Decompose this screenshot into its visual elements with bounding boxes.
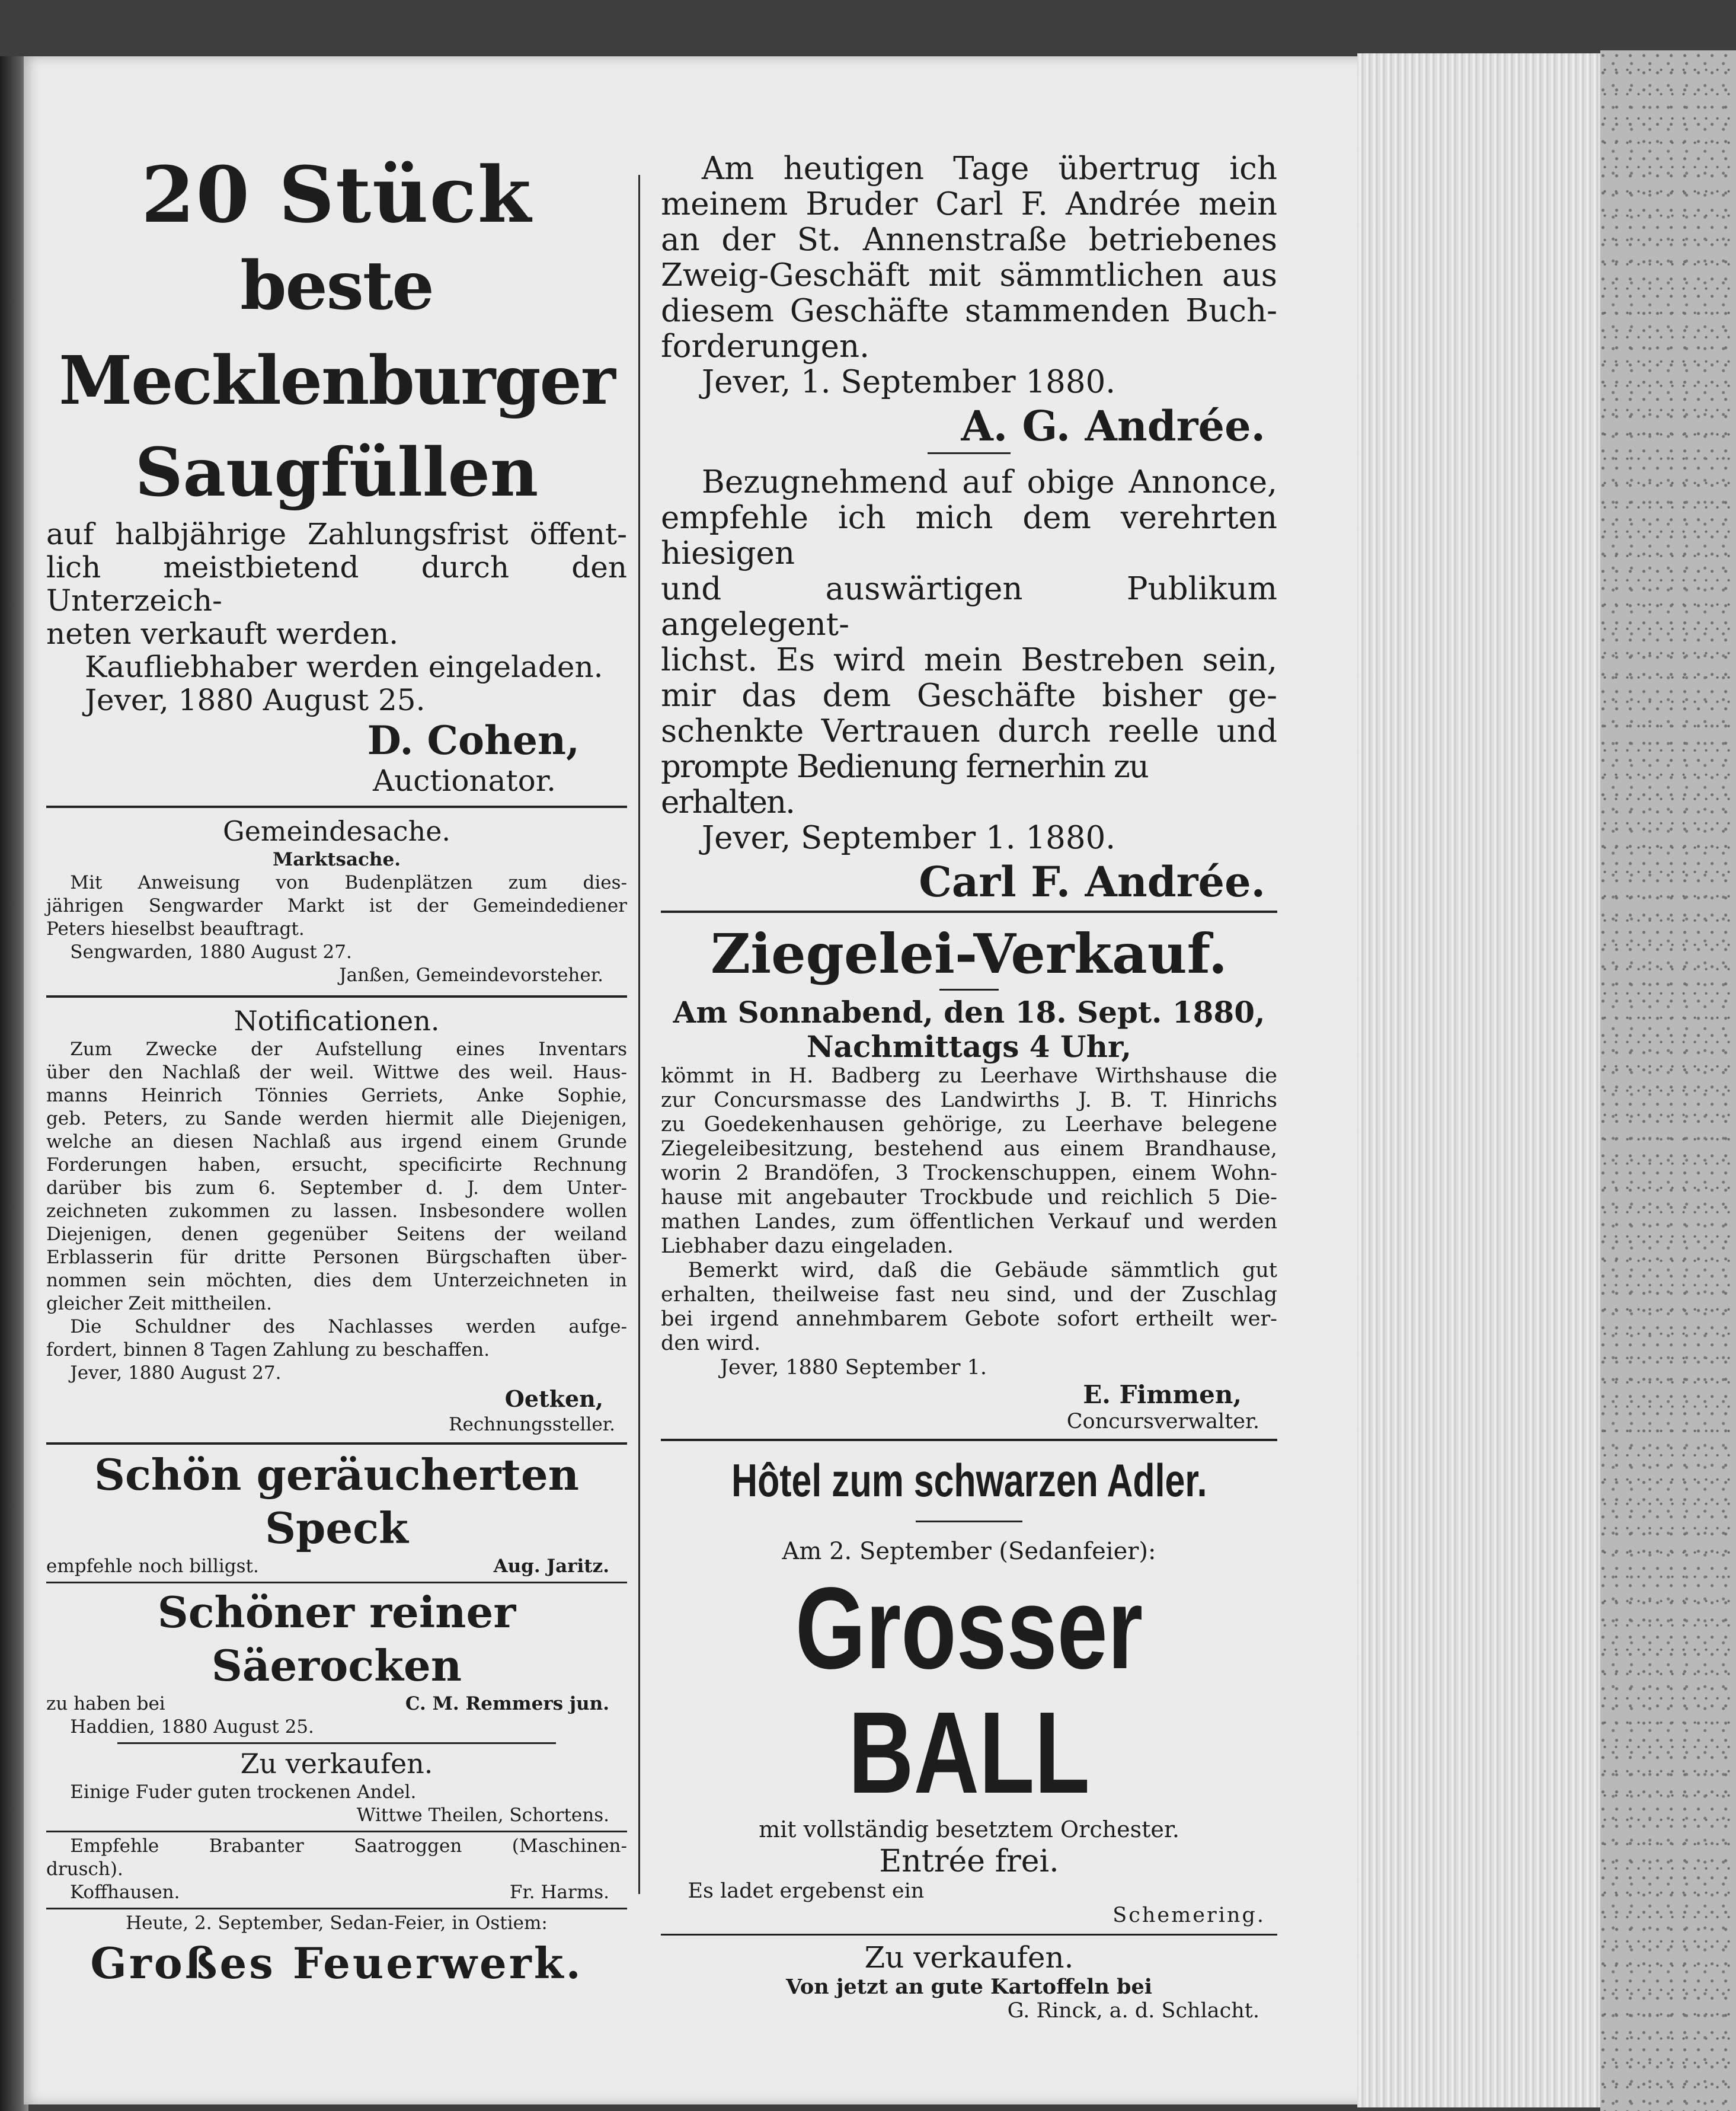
andree-line: meinem Bruder Carl F. Andrée mein — [661, 186, 1277, 222]
saatroggen-body-1: Empfehle Brabanter Saatroggen (Maschinen- — [70, 1835, 627, 1857]
book-cover — [1600, 50, 1736, 2111]
notif-line: welche an diesen Nachlaß aus irgend einem Grunde — [46, 1131, 627, 1152]
hotel-ad — [661, 1449, 1277, 1928]
auction-body-2: lich meistbietend durch den Unterzeich- — [46, 550, 627, 618]
saatroggen-place: Koffhausen. — [70, 1882, 180, 1903]
ziegelei-when-1: Am Sonnabend, den 18. Sept. 1880, — [673, 995, 1265, 1030]
feuerwerk-title: Großes Feuerwerk. — [90, 1938, 583, 1988]
auction-body-3: neten verkauft werden. — [46, 617, 399, 651]
notif-line: Diejenigen, denen gegenüber Seitens der weiland — [46, 1224, 627, 1245]
notif-line: nommen sein möchten, dies dem Unterzeichneten in — [46, 1270, 627, 1291]
ziegelei-line: zu Goedekenhausen gehörige, zu Leerhave belegene — [661, 1113, 1277, 1136]
verkauf-signer: Wittwe Theilen, Schortens. — [356, 1805, 609, 1826]
verkauf-ad — [46, 1746, 627, 1827]
saatroggen-ad — [46, 1835, 627, 1904]
ziegelei-line: den wird. — [661, 1331, 761, 1355]
speck-ad — [46, 1448, 627, 1578]
ziegelei-line: Bemerkt wird, daß die Gebäude sämmtlich gut — [688, 1259, 1277, 1282]
ziegelei-line: kömmt in H. Badberg zu Leerhave Wirthshause die — [661, 1064, 1277, 1088]
verkauf-body: Einige Fuder guten trockenen Andel. — [70, 1781, 417, 1803]
andree2-signer: Carl F. Andrée. — [919, 857, 1265, 906]
divider — [661, 1934, 1277, 1936]
notif-line: manns Heinrich Tönnies Gerriets, Anke Sophie, — [46, 1085, 627, 1106]
notif-line: gleicher Zeit mittheilen. — [46, 1293, 273, 1314]
ziegelei-signer: E. Fimmen, — [1083, 1380, 1242, 1409]
hotel-title: Hôtel zum schwarzen Adler. — [731, 1454, 1207, 1506]
auction-signer: D. Cohen, — [367, 717, 580, 764]
saeroggen-ad — [46, 1586, 627, 1739]
divider — [939, 989, 999, 991]
saeroggen-date: Haddien, 1880 August 25. — [70, 1716, 314, 1738]
andree2-line: und auswärtigen Publikum angelegent- — [661, 571, 1277, 643]
gemeinde-notice — [46, 814, 627, 987]
hotel-entree: Entrée frei. — [879, 1844, 1059, 1879]
notif-date: Jever, 1880 August 27. — [70, 1362, 282, 1384]
auction-body-1: auf halbjährige Zahlungsfrist öffent- — [46, 517, 627, 551]
ziegelei-line: Ziegeleibesitzung, bestehend aus einem Brandhause, — [661, 1137, 1277, 1161]
divider — [46, 806, 627, 808]
ziegelei-line: worin 2 Brandöfen, 3 Trockenschuppen, einem Wohn- — [661, 1161, 1277, 1185]
hotel-signer: Schemering. — [1112, 1904, 1265, 1927]
andree-signer: A. G. Andrée. — [961, 401, 1265, 451]
ziegelei-ad — [661, 919, 1277, 1434]
column-rule — [638, 175, 640, 1894]
andree2-line: lichst. Es wird mein Bestreben sein, — [661, 642, 1277, 678]
notif-line: über den Nachlaß der weil. Wittwe des weil. Haus- — [46, 1062, 627, 1083]
notif-line: Die Schuldner des Nachlasses werden aufge- — [70, 1316, 627, 1337]
ziegelei-line: hause mit angebauter Trockbude und reichlich 5 Die- — [661, 1186, 1277, 1209]
notif-signer-role: Rechnungssteller. — [449, 1414, 615, 1435]
ziegelei-line: bei irgend annehmbarem Gebote sofort ertheilt wer- — [661, 1307, 1277, 1331]
divider — [46, 1582, 627, 1583]
verkauf-title: Zu verkaufen. — [240, 1748, 433, 1780]
notification-notice — [46, 1004, 627, 1436]
saeroggen-body: zu haben bei — [46, 1693, 165, 1714]
notif-line: fordert, binnen 8 Tagen Zahlung zu beschaffen. — [46, 1339, 490, 1361]
right-column — [661, 151, 1277, 2023]
gemeinde-subtitle: Marktsache. — [272, 849, 401, 870]
speck-title: Schön geräucherten Speck — [94, 1449, 580, 1553]
gemeinde-signer: Janßen, Gemeindevorsteher. — [339, 965, 603, 986]
ziegelei-line: zur Concursmasse des Landwirths J. B. T. Hinrichs — [661, 1088, 1277, 1112]
andree2-line: mir das dem Geschäfte bisher ge- — [661, 678, 1277, 714]
divider — [46, 1831, 627, 1832]
left-column — [46, 151, 627, 1992]
andree-date: Jever, 1. September 1880. — [701, 364, 1116, 400]
andree-line: Zweig-Geschäft mit sämmtlichen aus — [661, 257, 1277, 293]
notif-line: zeichneten zukommen zu lassen. Insbesondere wollen — [46, 1200, 627, 1222]
gemeinde-body-1: Mit Anweisung von Budenplätzen zum dies- — [70, 872, 627, 893]
gemeinde-date: Sengwarden, 1880 August 27. — [70, 941, 352, 963]
kartoffeln-title: Zu verkaufen. — [864, 1940, 1074, 1975]
ziegelei-line: mathen Landes, zum öffentlichen Verkauf und werden — [661, 1210, 1277, 1234]
andree2-line: schenkte Vertrauen durch reelle und — [661, 713, 1277, 749]
andree-line: an der St. Annenstraße betriebenes — [661, 222, 1277, 258]
kartoffeln-body: Von jetzt an gute Kartoffeln bei — [785, 1975, 1153, 1999]
saatroggen-signer: Fr. Harms. — [509, 1882, 609, 1903]
andree-line: Am heutigen Tage übertrug ich — [701, 151, 1277, 187]
auction-ad — [46, 151, 627, 797]
andree2-line: prompte Bedienung fernerhin zu erhalten. — [661, 749, 1148, 820]
auction-date: Jever, 1880 August 25. — [85, 683, 426, 717]
speck-line — [46, 1555, 627, 1578]
gemeinde-title: Gemeindesache. — [222, 815, 451, 847]
saeroggen-signer: C. M. Remmers jun. — [405, 1693, 609, 1714]
andree-recommendation-notice — [661, 465, 1277, 908]
hotel-date: Am 2. September (Sedanfeier): — [782, 1538, 1156, 1565]
feuerwerk-ad — [46, 1912, 627, 1992]
kartoffeln-signer: G. Rinck, a. d. Schlacht. — [1007, 1999, 1259, 2023]
ziegelei-line: erhalten, theilweise fast neu sind, und der Zuschlag — [661, 1283, 1277, 1307]
andree-line: forderungen. — [661, 328, 870, 365]
divider — [661, 1439, 1277, 1441]
ziegelei-date: Jever, 1880 September 1. — [720, 1356, 987, 1379]
gemeinde-body-2: jährigen Sengwarder Markt ist der Gemeindediener — [46, 895, 627, 916]
auction-headline-1: 20 Stück — [141, 149, 532, 240]
andree-line: diesem Geschäfte stammenden Buch- — [661, 293, 1277, 329]
divider — [117, 1742, 556, 1744]
notif-line: Forderungen haben, ersucht, specificirte Rechnung — [46, 1154, 627, 1176]
divider — [46, 1442, 627, 1445]
saatroggen-body-2: drusch). — [46, 1858, 123, 1880]
auction-body-4: Kaufliebhaber werden eingeladen. — [85, 650, 603, 684]
andree2-line: empfehle ich mich dem verehrten hiesigen — [661, 500, 1277, 571]
divider — [916, 1521, 1022, 1522]
gemeinde-body-3: Peters hieselbst beauftragt. — [46, 918, 305, 940]
auction-headline-2: beste Mecklenburger — [59, 247, 615, 420]
ziegelei-when-2: Nachmittags 4 Uhr, — [806, 1029, 1132, 1064]
saeroggen-title: Schöner reiner Säerocken — [157, 1587, 516, 1691]
hotel-invite: Es ladet ergebenst ein — [688, 1879, 925, 1903]
ziegelei-signer-role: Concursverwalter. — [1066, 1410, 1259, 1433]
notif-line: Zum Zwecke der Aufstellung eines Inventars — [70, 1039, 627, 1060]
page-edges — [1357, 53, 1606, 2107]
ziegelei-line: Liebhaber dazu eingeladen. — [661, 1234, 954, 1258]
auction-signer-role: Auctionator. — [372, 764, 556, 798]
speck-body: empfehle noch billigst. — [46, 1556, 259, 1577]
andree2-line: Bezugnehmend auf obige Annonce, — [701, 464, 1277, 500]
divider — [46, 995, 627, 998]
notif-signer: Oetken, — [504, 1385, 603, 1412]
ziegelei-title: Ziegelei-Verkauf. — [711, 922, 1227, 986]
divider — [46, 1908, 627, 1909]
auction-headline-3: Saugfüllen — [135, 434, 539, 512]
notif-title: Notificationen. — [234, 1005, 440, 1037]
andree-transfer-notice — [661, 151, 1277, 452]
hotel-ball: Grosser BALL — [795, 1563, 1143, 1818]
notif-line: darüber bis zum 6. September d. J. dem Unter- — [46, 1177, 627, 1199]
kartoffeln-ad — [661, 1940, 1277, 2023]
notif-line: geb. Peters, zu Sande werden hiermit alle Diejenigen, — [46, 1108, 627, 1129]
hotel-orchestra: mit vollständig besetztem Orchester. — [759, 1816, 1179, 1842]
notif-line: Erblasserin für dritte Personen Bürgschaften über- — [46, 1247, 627, 1268]
divider — [928, 452, 1011, 454]
andree2-date: Jever, September 1. 1880. — [701, 820, 1116, 856]
speck-signer: Aug. Jaritz. — [493, 1556, 609, 1577]
divider — [661, 911, 1277, 913]
saeroggen-line — [46, 1692, 627, 1716]
saatroggen-line — [46, 1881, 627, 1904]
feuerwerk-line: Heute, 2. September, Sedan-Feier, in Ostiem: — [126, 1912, 548, 1934]
